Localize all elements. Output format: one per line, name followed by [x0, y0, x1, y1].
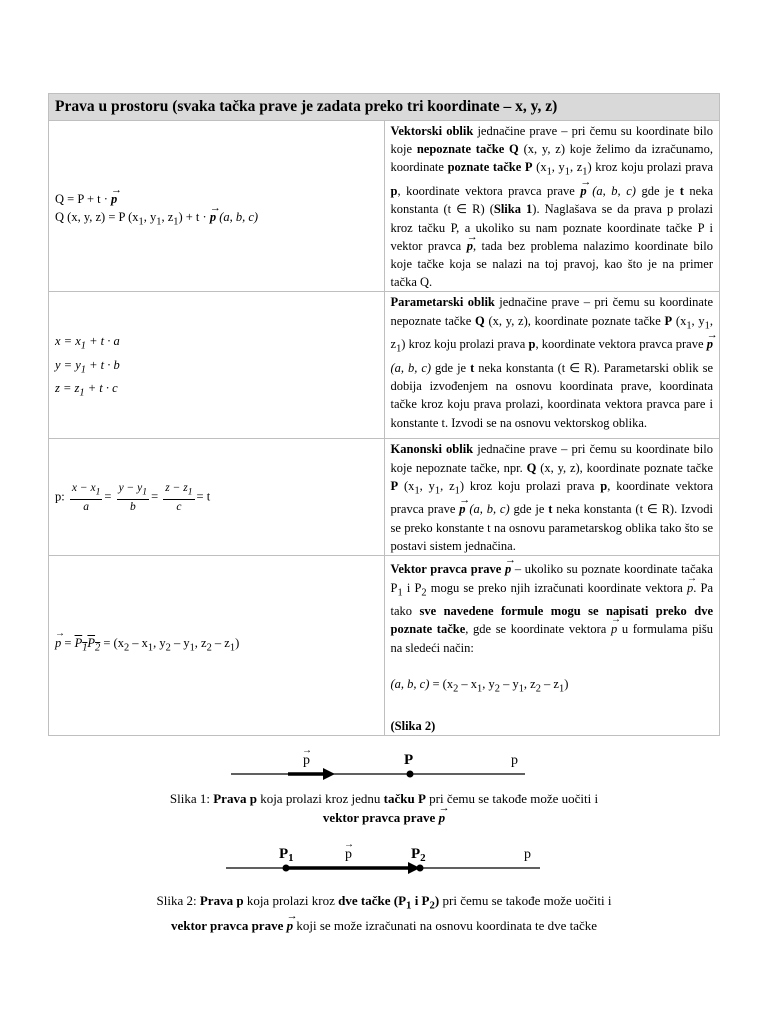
vector-form-description: Vektorski oblik jednačine prave – pri čemu su koordinate bilo koje nepoznate tačke Q (x, y, z) koje želimo da izračunamo, koordinate poznate tačke P ($x_1$, $y_1$, $z_1$) kroz koju prolazi prava p, koordinate vektora pravca prave → p (a, b, c) gde je t neka konstanta (t ∈ R) (Slika 1). Naglašava se da prava p prolazi kroz tačku P, a ukoliko su nam poznate koordinate tačke P i vektor pravca → p, tada bez problema nalazimo koordinate bilo koje tačke koja se nalazi na toj pravoj, kao što je na primer tačka Q. — [384, 121, 720, 292]
parametric-form-formula: $x = x_1 + t \cdot a$ $y = y_1 + t \cdot b$ $z = z_1 + t \cdot c$ — [49, 292, 385, 439]
figure1-caption: Slika 1: Prava p koja prolazi kroz jednu tačku P pri čemu se takođe može uočiti i vektor pravca prave → p — [48, 789, 720, 827]
figure2-point-p1 — [283, 865, 290, 872]
figure2-line-label: p — [524, 847, 531, 862]
figure1-point-label: P — [404, 752, 414, 768]
figure1-point-p — [407, 771, 414, 778]
figure2-p1-label: $P_1$ — [279, 846, 294, 864]
direction-vector-formula: → $p = P_1P_2 = (x_2 - x_1$, $y_2 - y_1$, $z_2 - z_1$) — [49, 556, 385, 735]
figure1-vector-label: p — [303, 753, 310, 768]
figure1-line-label: p — [511, 753, 518, 768]
canonical-form-description: Kanonski oblik jednačine prave – pri čemu su koordinate bilo koje nepoznate tačke, npr. Q (x, y, z), koordinate poznate tačke P ($x_1$, $y_1$, $z_1$) kroz koju prolazi prava p, koordinate vektora pravca prave → p (a, b, c) gde je t neka konstanta (t ∈ R). Izvodi se preko konstante t na osnovu parametarskog oblika tako što se postavi sistem jednačina. — [384, 439, 720, 556]
figure2-arrow-mark: → — [344, 839, 354, 850]
table-header: Prava u prostoru (svaka tačka prave je zadata preko tri koordinate – x, y, z) — [49, 94, 720, 121]
figure2-p2-label: $P_2$ — [411, 846, 426, 864]
figure1-arrow-mark: → — [302, 745, 312, 756]
figure2-vector-label: p — [345, 847, 352, 862]
canonical-form-formula: p: $\frac{x - x_1}{a}$ = $\frac{y - y_1}{b}$ = $\frac{z - z_1}{c}$ = t — [49, 439, 385, 556]
direction-vector-description: Vektor pravca prave → p – ukoliko su poznate koordinate tačaka $P_1$ i $P_2$ mogu se preko njih izračunati koordinate vektora → p. Pa tako sve navedene formule mogu se napisati preko dve poznate tačke, gde se koordinate vektora → p u formulama pišu na sledeći način: (a, b, $c) = (x_2 - x_1$, $y_2 - y_1$, $z_2 - z_1$) (Slika 2) — [384, 556, 720, 735]
figure2-caption: Slika 2: Prava p koja prolazi kroz dve tačke ($P_1$ i $P_2$) pri čemu se takođe može uočiti i vektor pravca prave → p koji se može izračunati na osnovu koordinata te dve tačke — [48, 891, 720, 935]
parametric-form-description: Parametarski oblik jednačine prave – pri čemu su koordinate nepoznate tačke Q (x, y, z), koordinate poznate tačke P ($x_1$, $y_1$, $z_1$) kroz koju prolazi prava p, koordinate vektora pravca prave → p (a, b, c) gde je t neka konstanta (t ∈ R). Parametarski oblik se dobija izvođenjem na osnovu koordinata prave, koordinata tačke kroz koju prava prolazi, koordinata vektora pravca pare i konstante t. Izvodi se na osnovu vektorskog oblika. — [384, 292, 720, 439]
vector-form-formula: Q = P + t · → p Q (x, y, z) = P ($x_1$, $y_1$, $z_1) + t$ · → p (a, b, c) — [49, 121, 385, 292]
figure1-arrowhead — [323, 768, 335, 780]
figure2-point-p2 — [417, 865, 424, 872]
